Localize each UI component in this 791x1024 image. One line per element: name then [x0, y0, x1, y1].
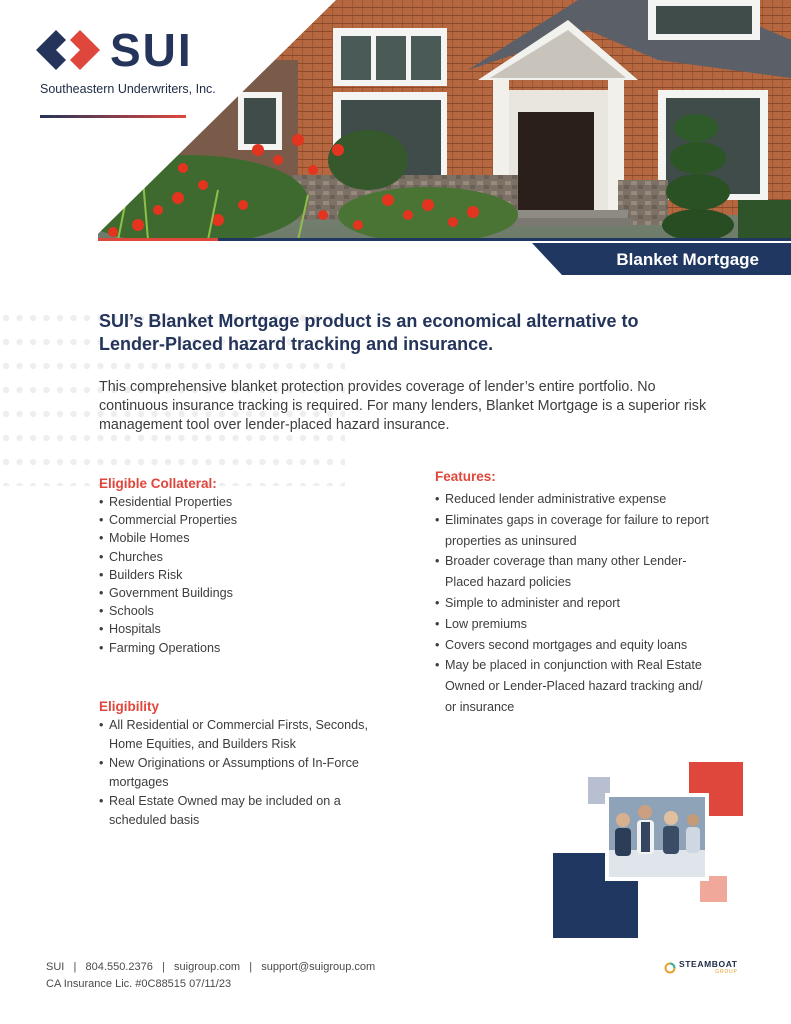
list-item: • All Residential or Commercial Firsts, Seconds, Home Equities, and Builders Risk	[99, 716, 399, 753]
list-item: • Simple to administer and report	[435, 593, 715, 614]
steamboat-sub: GROUP	[715, 969, 738, 975]
sui-logo-mark-icon	[36, 28, 102, 72]
list-item: • May be placed in conjunction with Real Estate Owned or Lender-Placed hazard tracking and/ or insurance	[435, 655, 715, 717]
headline: SUI’s Blanket Mortgage product is an economical alternative to Lender-Placed hazard tracking and insurance.	[99, 311, 639, 354]
list-item: • Reduced lender administrative expense	[435, 489, 715, 510]
list-item: • Real Estate Owned may be included on a scheduled basis	[99, 792, 399, 829]
banner-title: Blanket Mortgage	[616, 250, 759, 269]
footer-contact: SUI | 804.550.2376 | suigroup.com | support@suigroup.com	[46, 961, 376, 973]
list-item: • Eliminates gaps in coverage for failure to report properties as uninsured	[435, 510, 715, 552]
list-item: • Churches	[99, 548, 349, 566]
features-heading: Features:	[435, 469, 496, 484]
features-list	[435, 489, 715, 718]
list-item: • Broader coverage than many other Lender-Placed hazard policies	[435, 551, 715, 593]
footer-website-link[interactable]: suigroup.com	[174, 961, 241, 973]
sui-logo	[36, 24, 193, 76]
eligible-collateral-list	[99, 493, 349, 657]
list-item: • Government Buildings	[99, 584, 349, 602]
steamboat-ring-icon	[664, 962, 676, 974]
list-item: • New Originations or Assumptions of In-Force mortgages	[99, 754, 399, 791]
list-item: • Residential Properties	[99, 493, 349, 511]
footer-phone: 804.550.2376	[85, 961, 153, 973]
logo-divider	[40, 115, 186, 118]
list-item: • Schools	[99, 602, 349, 620]
eligibility-list	[99, 716, 399, 830]
steamboat-name: STEAMBOAT	[679, 959, 738, 969]
intro-paragraph: This comprehensive blanket protection provides coverage of lender’s entire portfolio. No continuous insurance tracking is required. For many lenders, Blanket Mortgage is a superior risk management tool over lender-placed hazard insurance.	[99, 379, 707, 433]
footer-email-link[interactable]: support@suigroup.com	[261, 961, 376, 973]
list-item: • Builders Risk	[99, 566, 349, 584]
steamboat-logo	[664, 960, 738, 975]
footer-license: CA Insurance Lic. #0C88515 07/11/23	[46, 978, 232, 990]
company-name: Southeastern Underwriters, Inc.	[40, 82, 216, 96]
list-item: • Covers second mortgages and equity loans	[435, 635, 715, 656]
footer-company: SUI	[46, 961, 65, 973]
list-item: • Farming Operations	[99, 639, 349, 657]
sui-wordmark: SUI	[110, 24, 193, 76]
list-item: • Commercial Properties	[99, 511, 349, 529]
list-item: • Hospitals	[99, 620, 349, 638]
eligible-collateral-heading: Eligible Collateral:	[99, 476, 217, 491]
eligibility-heading: Eligibility	[99, 699, 160, 714]
list-item: • Low premiums	[435, 614, 715, 635]
team-meeting-graphic	[553, 760, 744, 938]
list-item: • Mobile Homes	[99, 529, 349, 547]
